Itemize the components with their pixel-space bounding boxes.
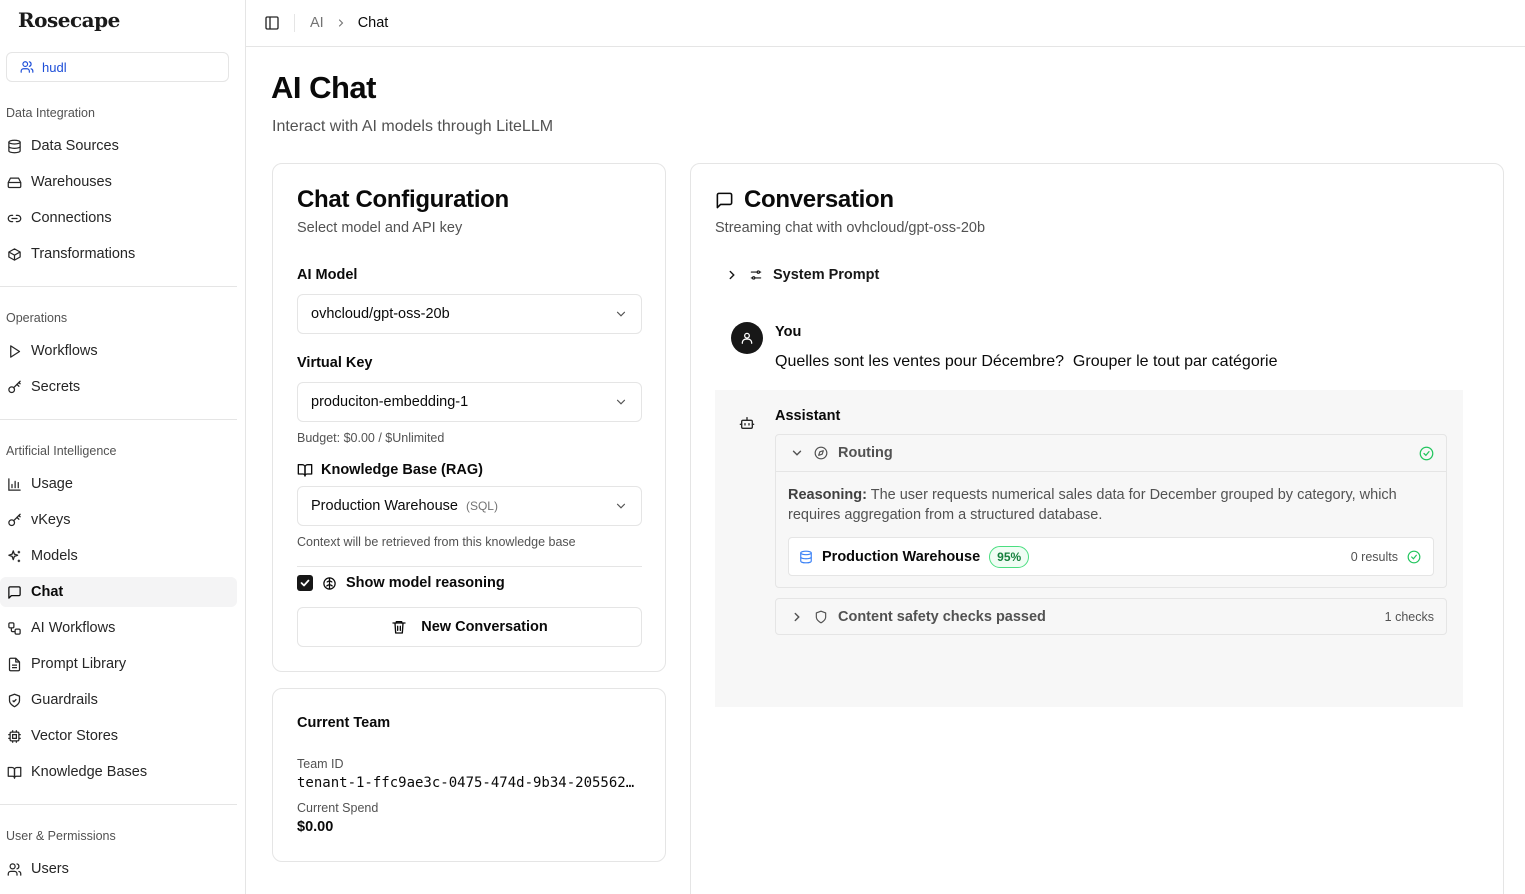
user-icon bbox=[740, 331, 754, 345]
sidebar-item-workflows[interactable] bbox=[0, 336, 237, 366]
sidebar-item-ai-workflows[interactable] bbox=[0, 613, 237, 643]
shield-check-icon bbox=[7, 693, 22, 708]
conversation-card bbox=[690, 163, 1504, 894]
sidebar-item-label: Secrets bbox=[31, 379, 81, 395]
check-icon bbox=[299, 577, 311, 589]
chevron-right-icon bbox=[335, 17, 347, 29]
sidebar-item-label: Transformations bbox=[31, 246, 136, 262]
routing-panel bbox=[775, 434, 1447, 588]
panel-left-icon bbox=[264, 15, 280, 31]
team-id-value: tenant-1-ffc9ae3c-0475-474d-9b34-205562… bbox=[297, 775, 635, 791]
page-subtitle: Interact with AI models through LiteLLM bbox=[272, 118, 554, 135]
routing-reasoning bbox=[788, 485, 1428, 525]
cpu-icon bbox=[7, 729, 22, 744]
system-prompt-label: System Prompt bbox=[773, 267, 880, 283]
current-team-title: Current Team bbox=[297, 715, 391, 731]
chevron-right-icon bbox=[790, 610, 804, 624]
sidebar-toggle-button[interactable] bbox=[264, 15, 280, 31]
current-spend-label: Current Spend bbox=[297, 801, 379, 815]
chevron-down-icon bbox=[614, 395, 628, 409]
database-icon bbox=[7, 139, 22, 154]
breadcrumb-chat: Chat bbox=[357, 15, 389, 31]
reasoning-label: Reasoning: bbox=[788, 487, 867, 503]
section-label-operations: Operations bbox=[6, 311, 68, 325]
compass-icon bbox=[814, 446, 828, 460]
sidebar-item-users[interactable] bbox=[0, 854, 237, 884]
sidebar-item-data-sources[interactable] bbox=[0, 131, 237, 161]
config-divider bbox=[297, 566, 642, 567]
team-name: hudl bbox=[42, 59, 67, 75]
sidebar-item-label: Models bbox=[31, 548, 78, 564]
section-label-data-integration: Data Integration bbox=[6, 106, 95, 120]
chat-configuration-card bbox=[272, 163, 666, 672]
users-icon bbox=[20, 60, 34, 74]
trash-icon bbox=[391, 619, 407, 635]
topbar-divider bbox=[294, 14, 295, 32]
current-spend-value: $0.00 bbox=[297, 819, 334, 835]
team-switcher[interactable] bbox=[6, 52, 229, 82]
sidebar-item-models[interactable] bbox=[0, 541, 237, 571]
file-text-icon bbox=[7, 657, 22, 672]
sidebar-item-label: Knowledge Bases bbox=[31, 764, 148, 780]
new-conversation-label: New Conversation bbox=[421, 619, 548, 635]
new-conversation-button[interactable] bbox=[297, 607, 642, 647]
sidebar bbox=[0, 0, 246, 894]
sidebar-item-prompt-library[interactable] bbox=[0, 649, 237, 679]
chevron-down-icon bbox=[614, 307, 628, 321]
source-name: Production Warehouse bbox=[822, 548, 981, 565]
sidebar-item-chat[interactable] bbox=[0, 577, 237, 607]
bar-chart-icon bbox=[7, 477, 22, 492]
sidebar-item-vkeys[interactable] bbox=[0, 505, 237, 535]
topbar bbox=[246, 0, 1525, 47]
sparkles-icon bbox=[7, 549, 22, 564]
conversation-title: Conversation bbox=[715, 186, 894, 214]
sidebar-item-usage[interactable] bbox=[0, 469, 237, 499]
message-square-icon bbox=[7, 585, 22, 600]
sidebar-divider bbox=[0, 804, 237, 805]
content-safety-panel[interactable] bbox=[775, 598, 1447, 635]
sidebar-item-vector-stores[interactable] bbox=[0, 721, 237, 751]
book-open-icon bbox=[7, 765, 22, 780]
system-prompt-toggle[interactable] bbox=[725, 267, 879, 283]
confidence-badge: 95% bbox=[989, 546, 1029, 568]
content-safety-label: Content safety checks passed bbox=[838, 608, 1046, 625]
section-label-user-permissions: User & Permissions bbox=[6, 829, 116, 843]
sidebar-item-connections[interactable] bbox=[0, 203, 237, 233]
ai-model-select[interactable] bbox=[297, 294, 642, 334]
link-icon bbox=[7, 211, 22, 226]
sidebar-item-label: AI Workflows bbox=[31, 620, 116, 636]
budget-text: Budget: $0.00 / $Unlimited bbox=[297, 431, 445, 445]
sidebar-item-guardrails[interactable] bbox=[0, 685, 237, 715]
sidebar-divider bbox=[0, 286, 237, 287]
database-icon bbox=[799, 550, 813, 564]
sidebar-item-label: Chat bbox=[31, 584, 64, 600]
show-reasoning-toggle[interactable] bbox=[297, 575, 505, 591]
ai-model-value: ovhcloud/gpt-oss-20b bbox=[311, 306, 450, 322]
sidebar-item-label: Prompt Library bbox=[31, 656, 127, 672]
breadcrumb-ai[interactable]: AI bbox=[310, 15, 324, 31]
virtual-key-value: produciton-embedding-1 bbox=[311, 394, 469, 410]
sidebar-item-knowledge-bases[interactable] bbox=[0, 757, 237, 787]
book-open-icon bbox=[297, 462, 313, 478]
box-icon bbox=[7, 247, 22, 262]
routing-source bbox=[788, 537, 1434, 576]
shield-icon bbox=[814, 610, 828, 624]
sidebar-item-transformations[interactable] bbox=[0, 239, 237, 269]
sliders-icon bbox=[749, 268, 763, 282]
sidebar-item-label: Warehouses bbox=[31, 174, 112, 190]
warehouse-icon bbox=[7, 175, 22, 190]
virtual-key-label: Virtual Key bbox=[297, 355, 373, 371]
user-message: Quelles sont les ventes pour Décembre? Grouper le tout par catégorie bbox=[775, 353, 1278, 370]
user-name: You bbox=[775, 324, 802, 340]
bot-icon bbox=[739, 415, 755, 431]
knowledge-base-type-tag: (SQL) bbox=[465, 499, 498, 513]
ai-model-label: AI Model bbox=[297, 267, 358, 283]
sidebar-item-label: Guardrails bbox=[31, 692, 98, 708]
sidebar-item-label: Vector Stores bbox=[31, 728, 119, 744]
team-id-label: Team ID bbox=[297, 757, 344, 771]
show-reasoning-checkbox[interactable] bbox=[297, 575, 313, 591]
brain-icon bbox=[322, 576, 337, 591]
chevron-right-icon bbox=[725, 268, 739, 282]
play-icon bbox=[7, 344, 22, 359]
sidebar-item-label: vKeys bbox=[31, 512, 71, 528]
sidebar-item-label: Data Sources bbox=[31, 138, 119, 154]
page-title: AI Chat bbox=[271, 70, 376, 105]
config-title: Chat Configuration bbox=[297, 186, 509, 213]
users-icon bbox=[7, 862, 22, 877]
assistant-name: Assistant bbox=[775, 408, 841, 424]
knowledge-base-label: Knowledge Base (RAG) bbox=[297, 462, 483, 478]
workflow-icon bbox=[7, 621, 22, 636]
knowledge-base-value: Production Warehouse bbox=[311, 498, 458, 514]
sidebar-item-label: Usage bbox=[31, 476, 73, 492]
brand-logo[interactable]: Rosecape bbox=[18, 8, 120, 32]
sidebar-item-label: Users bbox=[31, 861, 69, 877]
chevron-down-icon bbox=[790, 446, 804, 460]
routing-label: Routing bbox=[838, 445, 893, 461]
chevron-down-icon bbox=[614, 499, 628, 513]
knowledge-base-select[interactable] bbox=[297, 486, 642, 526]
sidebar-item-secrets[interactable] bbox=[0, 372, 237, 402]
section-label-artificial-intelligence: Artificial Intelligence bbox=[6, 444, 117, 458]
message-square-icon bbox=[715, 191, 734, 210]
key-icon bbox=[7, 513, 22, 528]
content-safety-count: 1 checks bbox=[1384, 609, 1434, 624]
sidebar-divider bbox=[0, 419, 237, 420]
key-icon bbox=[7, 380, 22, 395]
virtual-key-select[interactable] bbox=[297, 382, 642, 422]
routing-header[interactable] bbox=[776, 435, 1446, 472]
conversation-subtitle: Streaming chat with ovhcloud/gpt-oss-20b bbox=[715, 220, 986, 236]
check-circle-icon bbox=[1419, 446, 1434, 461]
reasoning-text: The user requests numerical sales data for December grouped by category, which requires aggregation from a structured database. bbox=[788, 487, 1397, 523]
sidebar-item-label: Connections bbox=[31, 210, 112, 226]
config-subtitle: Select model and API key bbox=[297, 220, 463, 236]
check-circle-icon bbox=[1407, 550, 1421, 564]
sidebar-item-label: Workflows bbox=[31, 343, 98, 359]
source-results: 0 results bbox=[1350, 549, 1398, 564]
user-avatar bbox=[731, 322, 763, 354]
sidebar-item-warehouses[interactable] bbox=[0, 167, 237, 197]
knowledge-base-hint: Context will be retrieved from this knowledge base bbox=[297, 535, 576, 549]
current-team-card bbox=[272, 688, 666, 862]
show-reasoning-label: Show model reasoning bbox=[346, 575, 505, 591]
